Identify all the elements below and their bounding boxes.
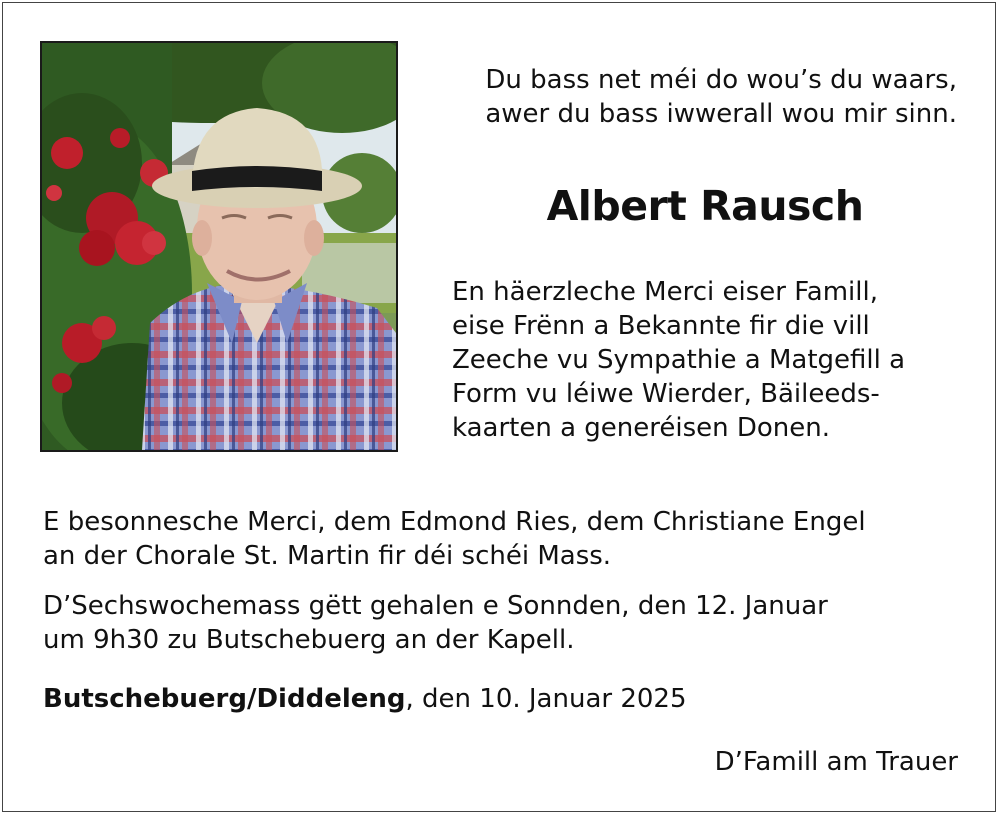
deceased-name: Albert Rausch [546,182,864,230]
thanks-line: Zeeche vu Sympathie a Matgefill a [452,345,906,375]
thanks-line: En häerzleche Merci eiser Famill, [452,277,878,307]
thanks-line: Form vu léiwe Wierder, Bäileeds- [452,379,880,409]
portrait-photo [40,41,398,452]
verse-line: awer du bass iwwerall wou mir sinn. [485,99,957,129]
mass-notice-line: um 9h30 zu Butschebuerg an der Kapell. [43,625,575,655]
mass-notice-line: D’Sechswochemass gëtt gehalen e Sonnden, den 12. Januar [43,591,828,621]
thanks-line: kaarten a generéisen Donen. [452,413,831,443]
special-thanks-line: an der Chorale St. Martin fir déi schéi Mass. [43,541,612,571]
place-date-line [43,682,687,716]
family-signoff: D’Famill am Trauer [714,747,958,777]
date-text: , den 10. Januar 2025 [405,684,687,714]
memorial-verse [420,63,957,131]
thanks-line: eise Frënn a Bekannte fir die vill [452,311,870,341]
special-thanks-paragraph [43,505,973,573]
place-name: Butschebuerg/Diddeleng [43,684,406,714]
mass-notice-paragraph [43,589,973,657]
thanks-paragraph [452,275,972,445]
special-thanks-line: E besonnesche Merci, dem Edmond Ries, dem Christiane Engel [43,507,866,537]
verse-line: Du bass net méi do wou’s du waars, [485,65,957,95]
